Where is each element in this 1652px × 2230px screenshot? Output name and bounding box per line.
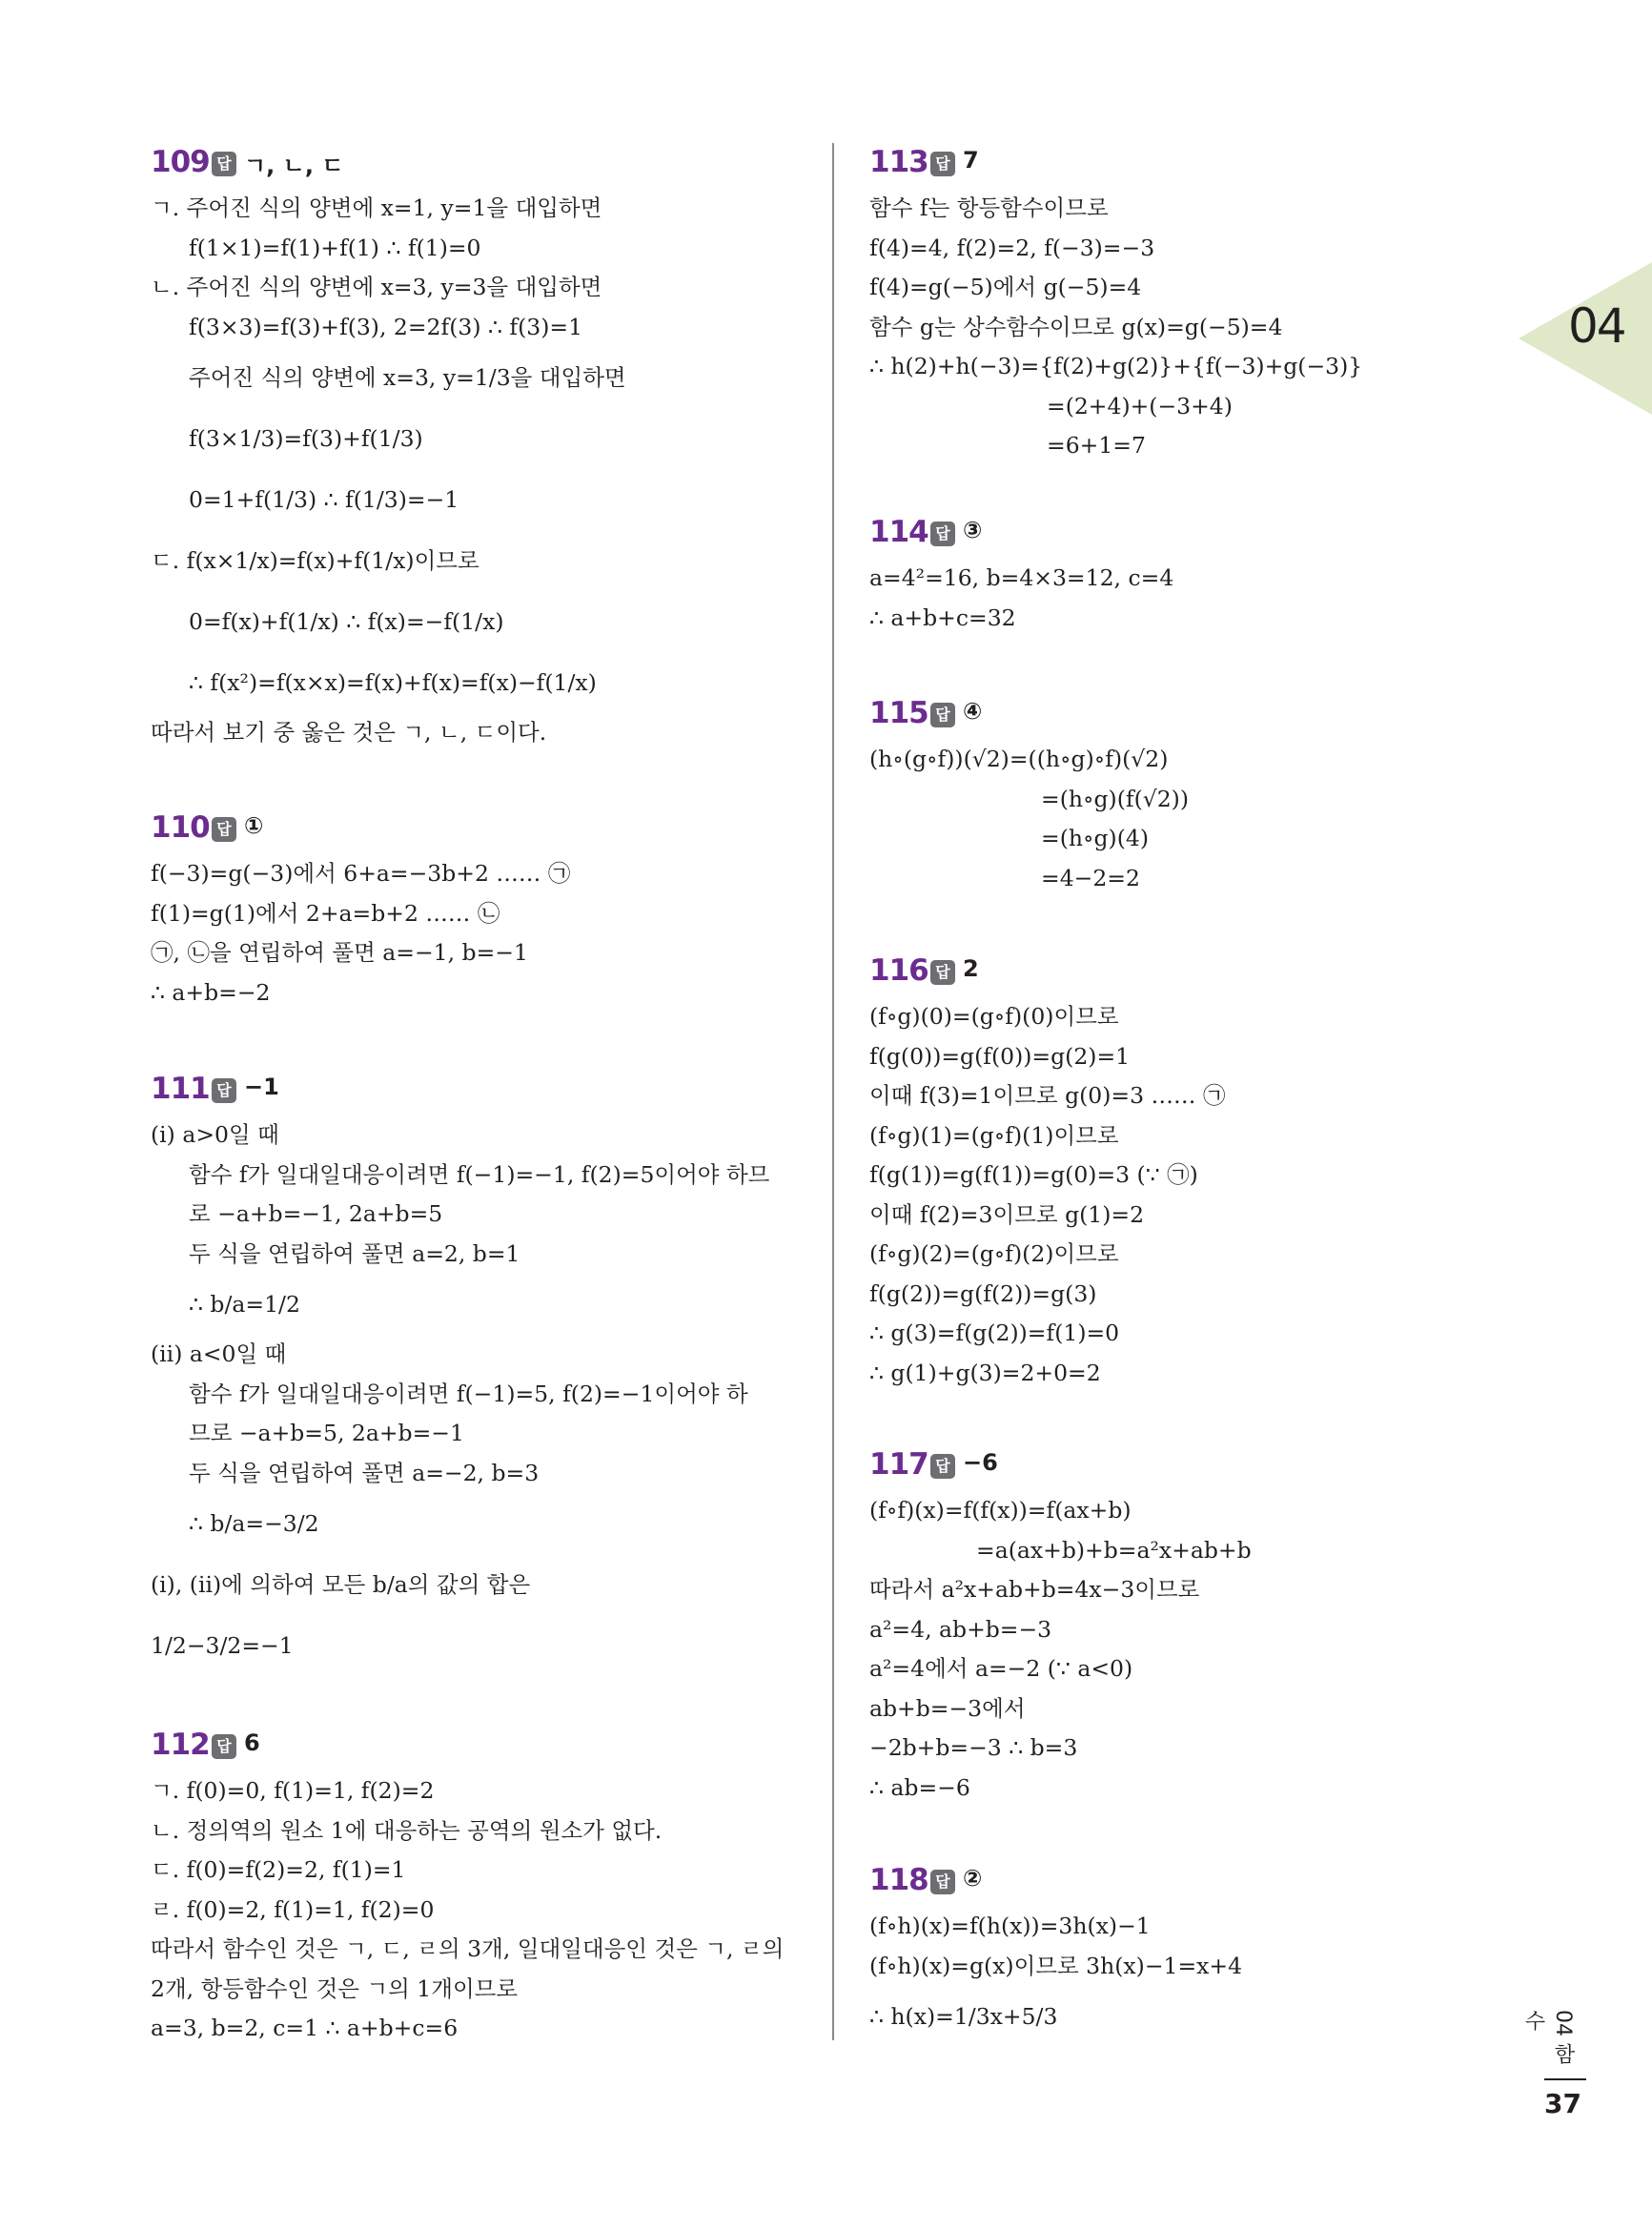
solution-line: ∴ b/a=1/2 <box>189 1291 300 1318</box>
solution-line: 로 −a+b=−1, 2a+b=5 <box>189 1200 443 1227</box>
problem-header <box>869 145 1460 189</box>
problem-header <box>869 1447 1460 1491</box>
solution-line: f(1×1)=f(1)+f(1) ∴ f(1)=0 <box>189 234 481 261</box>
problem-header <box>151 145 818 189</box>
problem-header <box>151 1728 818 1771</box>
solution-line: ㄴ. 주어진 식의 양변에 x=3, y=3을 대입하면 <box>151 274 602 300</box>
problem-header <box>869 696 1460 740</box>
solution-line: ∴ g(3)=f(g(2))=f(1)=0 <box>869 1320 1120 1346</box>
answer-badge: 답 <box>930 522 955 546</box>
problem-number: 110 <box>151 810 210 845</box>
chapter-side-label: 04 함수 <box>1521 2010 1575 2064</box>
solution-line: f(g(2))=g(f(2))=g(3) <box>869 1279 1097 1307</box>
problem-header <box>869 1863 1460 1907</box>
solution-line: 따라서 보기 중 옳은 것은 ㄱ, ㄴ, ㄷ이다. <box>151 719 547 746</box>
chapter-tab-number: 04 <box>1568 298 1625 354</box>
solution-line: ㄱ. f(0)=0, f(1)=1, f(2)=2 <box>151 1777 435 1804</box>
answer-badge: 답 <box>212 1734 236 1759</box>
answer-value: 7 <box>963 147 979 174</box>
answer-value: ② <box>963 1865 983 1892</box>
solution-line: (ⅱ) a<0일 때 <box>151 1340 287 1367</box>
solution-line: ab+b=−3에서 <box>869 1694 1026 1722</box>
solution-line: 따라서 a²x+ab+b=4x−3이므로 <box>869 1576 1200 1603</box>
solution-line: ㄷ. f(0)=f(2)=2, f(1)=1 <box>151 1856 406 1883</box>
side-rule <box>1544 2078 1586 2080</box>
solution-line: ∴ h(x)=1/3x+5/3 <box>869 2003 1058 2030</box>
solution-line: =(2+4)+(−3+4) <box>1047 392 1233 419</box>
solution-line: f(−3)=g(−3)에서 6+a=−3b+2 …… ㉠ <box>151 860 571 887</box>
solution-line: 함수 g는 상수함수이므로 g(x)=g(−5)=4 <box>869 313 1283 340</box>
chapter-tab <box>1519 262 1652 415</box>
answer-value: −6 <box>963 1449 998 1476</box>
solution-line: 므로 −a+b=5, 2a+b=−1 <box>189 1420 464 1446</box>
solution-line: 두 식을 연립하여 풀면 a=−2, b=3 <box>189 1459 540 1486</box>
answer-badge: 답 <box>212 152 236 176</box>
answer-badge: 답 <box>930 703 955 727</box>
answer-badge: 답 <box>930 152 955 176</box>
answer-value: ① <box>244 812 264 839</box>
solution-line: ∴ h(2)+h(−3)={f(2)+g(2)}+{f(−3)+g(−3)} <box>869 353 1363 379</box>
solution-line: (f∘h)(x)=g(x)이므로 3h(x)−1=x+4 <box>869 1952 1243 1979</box>
solution-line: (f∘h)(x)=f(h(x))=3h(x)−1 <box>869 1913 1151 1939</box>
problem-number: 115 <box>869 696 928 730</box>
answer-badge: 답 <box>930 1454 955 1479</box>
solution-line: =6+1=7 <box>1047 432 1146 459</box>
solution-line: ∴ f(x²)=f(x×x)=f(x)+f(x)=f(x)−f(1/x) <box>189 669 597 696</box>
solution-line: 함수 f가 일대일대응이려면 f(−1)=−1, f(2)=5이어야 하므 <box>189 1160 770 1188</box>
solution-line: 0=1+f(1/3) ∴ f(1/3)=−1 <box>189 486 459 513</box>
problem-113 <box>869 145 1460 466</box>
problem-number: 113 <box>869 145 928 179</box>
solution-line: f(3×3)=f(3)+f(3), 2=2f(3) ∴ f(3)=1 <box>189 313 583 340</box>
solution-line: (f∘g)(2)=(g∘f)(2)이므로 <box>869 1240 1119 1267</box>
answer-value: 2 <box>963 955 979 982</box>
problem-114 <box>869 515 1460 638</box>
solution-line: a=4²=16, b=4×3=12, c=4 <box>869 564 1174 591</box>
solution-line: ㉠, ㉡을 연립하여 풀면 a=−1, b=−1 <box>151 939 528 966</box>
problem-header <box>869 515 1460 559</box>
solution-line: f(g(0))=g(f(0))=g(2)=1 <box>869 1042 1131 1070</box>
problem-number: 116 <box>869 953 928 988</box>
solution-line: 0=f(x)+f(1/x) ∴ f(x)=−f(1/x) <box>189 608 504 635</box>
solution-line: (ⅰ), (ⅱ)에 의하여 모든 b/a의 값의 합은 <box>151 1571 531 1598</box>
answer-badge: 답 <box>212 817 236 842</box>
answer-badge: 답 <box>930 1870 955 1894</box>
solution-line: f(g(1))=g(f(1))=g(0)=3 (∵ ㉠) <box>869 1161 1198 1188</box>
solution-line: ∴ g(1)+g(3)=2+0=2 <box>869 1359 1101 1386</box>
solution-line: (f∘g)(0)=(g∘f)(0)이므로 <box>869 1003 1119 1030</box>
solution-line: −2b+b=−3 ∴ b=3 <box>869 1734 1078 1761</box>
problem-109 <box>151 145 818 753</box>
solution-line: ∴ a+b=−2 <box>151 978 271 1006</box>
solution-line: =(h∘g)(4) <box>1041 825 1150 851</box>
solution-line: 두 식을 연립하여 풀면 a=2, b=1 <box>189 1239 520 1267</box>
solution-line: =a(ax+b)+b=a²x+ab+b <box>976 1536 1252 1564</box>
solution-line: 1/2−3/2=−1 <box>151 1632 294 1659</box>
column-divider <box>832 143 834 2040</box>
solution-line: =4−2=2 <box>1041 864 1140 891</box>
solution-line: f(3×1/3)=f(3)+f(1/3) <box>189 425 423 452</box>
problem-number: 117 <box>869 1447 928 1482</box>
solution-line: ㄹ. f(0)=2, f(1)=1, f(2)=0 <box>151 1895 435 1923</box>
solution-line: (f∘g)(1)=(g∘f)(1)이므로 <box>869 1121 1119 1149</box>
problem-number: 109 <box>151 145 210 179</box>
solution-line: =(h∘g)(f(√2)) <box>1041 785 1190 812</box>
answer-value: ④ <box>963 698 983 725</box>
problem-116 <box>869 953 1460 1393</box>
page-number: 37 <box>1544 2088 1581 2119</box>
answer-value: ㄱ, ㄴ, ㄷ <box>244 153 344 179</box>
answer-value: 6 <box>244 1729 260 1756</box>
solution-line: a²=4, ab+b=−3 <box>869 1615 1052 1643</box>
solution-line: ㄱ. 주어진 식의 양변에 x=1, y=1을 대입하면 <box>151 194 602 221</box>
solution-line: ∴ ab=−6 <box>869 1773 970 1801</box>
problem-number: 111 <box>151 1072 210 1106</box>
problem-115 <box>869 696 1460 898</box>
problem-header <box>151 810 818 854</box>
answer-badge: 답 <box>212 1078 236 1103</box>
solution-line: ∴ a+b+c=32 <box>869 604 1016 631</box>
problem-112 <box>151 1728 818 2049</box>
solution-line: f(1)=g(1)에서 2+a=b+2 …… ㉡ <box>151 899 500 927</box>
solution-line: 함수 f가 일대일대응이려면 f(−1)=5, f(2)=−1이어야 하 <box>189 1380 748 1407</box>
solution-line: (ⅰ) a>0일 때 <box>151 1121 279 1148</box>
solution-line: 2개, 항등함수인 것은 ㄱ의 1개이므로 <box>151 1974 519 2002</box>
problem-number: 114 <box>869 515 928 549</box>
solution-line: f(4)=g(−5)에서 g(−5)=4 <box>869 274 1142 300</box>
answer-value: −1 <box>244 1074 279 1100</box>
solution-line: ㄷ. f(x×1/x)=f(x)+f(1/x)이므로 <box>151 547 479 574</box>
problem-header <box>869 953 1460 997</box>
solution-line: (h∘(g∘f))(√2)=((h∘g)∘f)(√2) <box>869 746 1169 772</box>
problem-118 <box>869 1863 1460 2047</box>
problem-117 <box>869 1447 1460 1808</box>
answer-badge: 답 <box>930 960 955 985</box>
solution-line: 따라서 함수인 것은 ㄱ, ㄷ, ㄹ의 3개, 일대일대응인 것은 ㄱ, ㄹ의 <box>151 1935 785 1962</box>
solution-line: a²=4에서 a=−2 (∵ a<0) <box>869 1655 1133 1682</box>
solution-line: 주어진 식의 양변에 x=3, y=1/3을 대입하면 <box>189 364 626 391</box>
solution-line: ∴ b/a=−3/2 <box>189 1510 319 1537</box>
solution-line: f(4)=4, f(2)=2, f(−3)=−3 <box>869 234 1155 261</box>
problem-110 <box>151 810 818 1013</box>
problem-number: 112 <box>151 1728 210 1762</box>
solution-line: 함수 f는 항등함수이므로 <box>869 194 1109 221</box>
solution-line: (f∘f)(x)=f(f(x))=f(ax+b) <box>869 1497 1132 1524</box>
solution-line: a=3, b=2, c=1 ∴ a+b+c=6 <box>151 2015 459 2041</box>
solution-line: 이때 f(3)=1이므로 g(0)=3 …… ㉠ <box>869 1082 1226 1109</box>
problem-header <box>151 1072 818 1115</box>
problem-number: 118 <box>869 1863 928 1897</box>
solution-line: 이때 f(2)=3이므로 g(1)=2 <box>869 1200 1145 1228</box>
solution-line: ㄴ. 정의역의 원소 1에 대응하는 공역의 원소가 없다. <box>151 1816 663 1844</box>
problem-111 <box>151 1072 818 1676</box>
answer-value: ③ <box>963 517 983 543</box>
